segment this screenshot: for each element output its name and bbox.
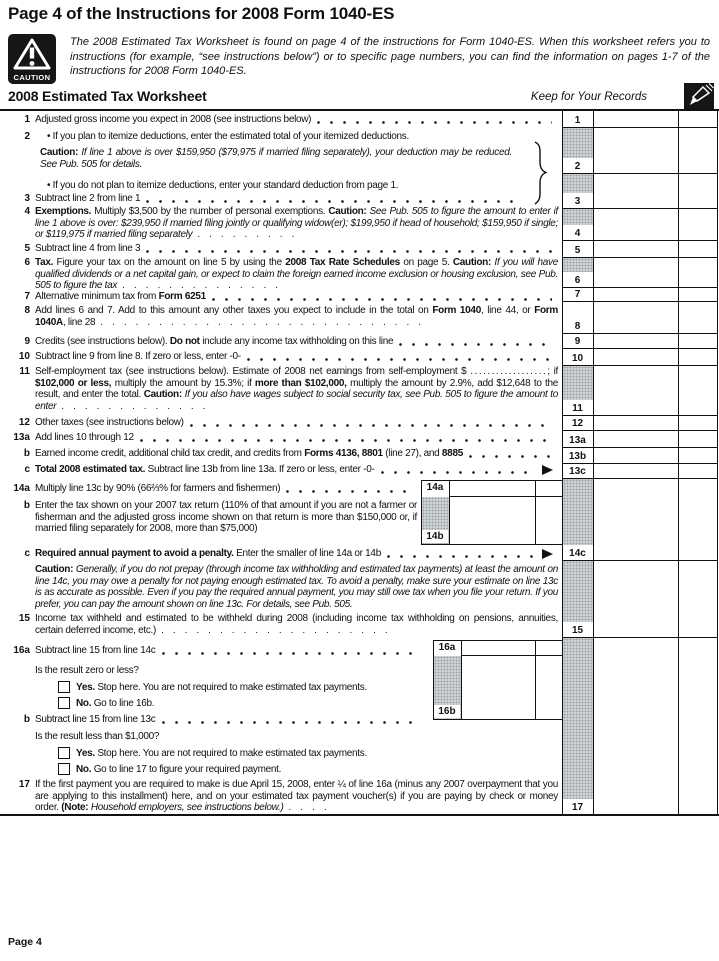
line-14b-text: Enter the tax shown on your 2007 tax return (110% of that amount if you are not a farmer or fisherman and the adjusted gross income shown on that return is more than $150,000 or, if married filing separately for 2008, more than $75,000) [35,500,417,535]
amount-cell-line-9[interactable] [593,334,717,347]
line-number-11: 11 [19,366,30,377]
dot-leader [140,435,552,443]
line-number-9: 9 [24,336,30,347]
line-13a-text: Add lines 10 through 12 [35,432,555,444]
caution-paragraph: The 2008 Estimated Tax Worksheet is found on page 4 of the instructions for Form 1040-ES. When this worksheet refers you to instructions (for example, “see instructions below”) or to specific page numbers, you can find the information on pages 1-7 of the instructions for 2008 Form 1040-ES. [70,36,710,77]
line-8-text: Add lines 6 and 7. Add to this amount any other taxes you expect to include in the total on Form 1040, line 44, or Form 1040A, line 28 ............................ [35,305,558,328]
line-number-10: 10 [18,351,30,362]
table-line-h [461,655,562,656]
amount-cell-line-14a[interactable] [450,481,561,495]
amount-cell-line-1[interactable] [593,111,717,126]
amount-cell-line-13b[interactable] [593,448,717,462]
line-10-text: Subtract line 9 from line 8. If zero or less, enter -0- [35,351,555,363]
amount-cell-line-2[interactable] [593,128,717,172]
rail-label-4: 4 [563,227,592,240]
shaded-cell [563,174,593,193]
table-line-h [562,415,718,416]
table-line-h [562,560,718,561]
line-4-text: Exemptions. Multiply $3,500 by the number of personal exemptions. Caution: See Pub. 505 to figure the amount to enter if line 1 above is over: $239,950 if married filing jointly or qualifying widow(er); $199,950 if head of household; $159,950 if single; or $119,975 if married filing separately ......... [35,206,558,241]
amount-cell-line-6[interactable] [593,258,717,286]
line-number-13a: 13a [13,432,30,443]
line-2-caution: Caution: If line 1 above is over $159,950 ($79,975 if married filing separately), your deduction may be reduced. See Pub. 505 for details. [40,147,512,170]
dot-leader [190,420,552,428]
caution-icon-label: CAUTION [13,73,51,82]
worksheet-title: 2008 Estimated Tax Worksheet [8,88,207,104]
shaded-cell [563,128,593,158]
line-9-text: Credits (see instructions below). Do not include any income tax withholding on this line [35,336,555,348]
arrow-right-icon [542,465,553,475]
table-line-h [562,348,718,349]
line-number-12: 12 [18,417,30,428]
line-number-14c: c [24,548,30,559]
line-6-text: Tax. Figure your tax on the amount on line 5 by using the 2008 Tax Rate Schedules on page 5. Caution: If you will have qualified dividends or a net capital gain, or expect to claim the foreign earned income exclusion or housing exclusion, see Pub. 505 to figure the tax .............. [35,257,559,292]
table-line-h [449,496,562,497]
pencil-icon [684,83,714,109]
table-line-h [0,814,719,816]
table-line-h [562,637,718,638]
table-line-h [562,173,718,174]
dot-leader [146,246,552,254]
checkbox-no-16b[interactable] [58,763,70,775]
shaded-cell [563,638,593,799]
line-16a-question: Is the result zero or less? [35,665,139,676]
line-5-text: Subtract line 4 from line 3 [35,243,555,255]
table-line-h [562,127,718,128]
line-number-15: 15 [18,613,30,624]
dot-leader [286,486,415,494]
table-line-v [449,480,450,545]
line-16a-no-text: No. Go to line 16b. [76,698,155,709]
line-number-6: 6 [24,257,30,268]
amount-cell-line-16a[interactable] [462,641,561,654]
line-15-text: Income tax withheld and estimated to be withheld during 2008 (including income tax withholding on pensions, annuities, certain deferred income, etc.) .................... [35,613,558,636]
table-line-h [0,109,719,111]
table-line-v [535,640,536,720]
dot-leader [399,339,552,347]
rail-label-14c: 14c [563,547,592,560]
line-16a-text: Subtract line 15 from line 14c [35,645,418,657]
line-13b-text: Earned income credit, additional child tax credit, and credits from Forms 4136, 8801 (line 27), and 8885 [35,448,555,460]
amount-cell-line-10[interactable] [593,349,717,364]
line-number-13c: c [24,464,30,475]
table-line-h [562,333,718,334]
table-line-h [421,544,562,545]
arrow-right-icon [542,549,553,559]
line-number-16b: b [23,714,30,725]
line-number-1: 1 [24,114,30,125]
line-1-text: Adjusted gross income you expect in 2008 (see instructions below) [35,114,555,126]
inner-label-16a: 16a [434,641,460,654]
page-footer: Page 4 [8,936,42,948]
line-14c-text: Required annual payment to avoid a penalty. Enter the smaller of line 14a or 14b [35,548,538,560]
rail-label-13a: 13a [563,434,592,447]
line-13c-text: Total 2008 estimated tax. Subtract line 13b from line 13a. If zero or less, enter -0- [35,464,538,476]
brace-icon [533,141,547,205]
line-17-text: If the first payment you are required to make is due April 15, 2008, enter ¼ of line 16a (minus any 2007 overpayment that you are applying to this installment) here, and on your estimated tax payment voucher(s) if you are paying by check or money order. (Note: Household employers, see instructions below.) .... [35,779,558,814]
table-line-v [593,110,594,816]
line-14a-text: Multiply line 13c by 90% (66⅔% for farmers and fishermen) [35,483,418,495]
amount-cell-line-13a[interactable] [593,431,717,446]
dot-leader [162,648,415,656]
amount-cell-line-8[interactable] [593,302,717,332]
dot-leader [162,717,415,725]
amount-cell-line-15[interactable] [593,561,717,636]
checkbox-yes-16b[interactable] [58,747,70,759]
rail-label-13b: 13b [563,450,592,463]
line-number-14a: 14a [13,483,30,494]
table-line-h [562,478,718,479]
dot-leader [212,294,552,302]
rail-label-13c: 13c [563,465,592,478]
rail-label-6: 6 [563,274,592,287]
table-line-h [562,463,718,464]
checkbox-yes-16a[interactable] [58,681,70,693]
line-3-text: Subtract line 2 from line 1 [35,193,525,205]
line-2-bullet-2: • If you do not plan to itemize deductions, enter your standard deduction from page 1. [47,180,399,191]
line-number-16a: 16a [13,645,30,656]
table-line-h [562,365,718,366]
rail-label-8: 8 [563,320,592,333]
amount-cell-line-4[interactable] [593,209,717,239]
inner-label-14b: 14b [422,530,448,543]
table-line-h [562,301,718,302]
rail-label-9: 9 [563,335,592,348]
dot-leader [469,451,552,459]
table-line-h [562,430,718,431]
shaded-cell [563,479,593,545]
line-14c-caution: Caution: Generally, if you do not prepay (through income tax withholding and estimated tax payments) at least the amount on line 14c, you may owe a penalty for not paying enough estimated tax. To avoid a penalty, make sure your estimate on line 13c is as accurate as possible. Even if you pay the required annual payment, you may still owe tax when you file your return. If you prefer, you can pay the amount shown on line 13c. For details, see Pub. 505. [35,564,558,610]
rail-label-12: 12 [563,417,592,430]
line-number-14b: b [23,500,30,511]
rail-label-10: 10 [563,352,592,365]
rail-label-11: 11 [563,402,592,415]
dot-leader [387,551,535,559]
rail-label-5: 5 [563,244,592,257]
table-line-h [562,447,718,448]
line-7-text: Alternative minimum tax from Form 6251 [35,291,555,303]
table-line-v [562,110,563,816]
amount-cell-line-13c[interactable] [593,464,717,477]
table-line-h [562,240,718,241]
table-line-h [562,257,718,258]
line-16a-yes-text: Yes. Stop here. You are not required to make estimated tax payments. [76,682,367,693]
amount-cell-line-14b[interactable] [450,497,561,544]
shaded-cell [563,366,593,400]
line-16b-yes-text: Yes. Stop here. You are not required to make estimated tax payments. [76,748,367,759]
amount-cell-line-17[interactable] [593,638,717,813]
table-line-v [461,640,462,720]
line-16b-question: Is the result less than $1,000? [35,731,160,742]
dot-leader [247,354,552,362]
rail-label-7: 7 [563,288,592,301]
dot-leader [146,196,522,204]
line-number-13b: b [23,448,30,459]
line-number-5: 5 [24,243,30,254]
table-line-h [562,208,718,209]
line-number-3: 3 [24,193,30,204]
dot-leader [381,467,536,475]
line-number-2: 2 [24,131,30,142]
line-11-text: Self-employment tax (see instructions below). Estimate of 2008 net earnings from self-employment $ ..................; if $102,000 or less, multiply the amount by 15.3%; if more than $102,000, multiply the amount by 2.9%, add $12,648 to the result, and enter the total. Caution: If you also have wages subject to social security tax, see Pub. 505 to figure the amount to enter ............. [35,366,559,412]
shaded-cell [563,209,593,225]
inner-label-14a: 14a [422,481,448,494]
line-number-17: 17 [18,779,30,790]
table-line-h [433,719,562,720]
amount-cell-line-16b[interactable] [462,656,561,719]
line-16b-text: Subtract line 15 from line 13c [35,714,418,726]
dot-leader [317,117,552,125]
line-number-4: 4 [24,206,30,217]
rail-label-15: 15 [563,624,592,637]
rail-label-17: 17 [563,801,592,814]
rail-label-3: 3 [563,195,592,208]
line-number-8: 8 [24,305,30,316]
checkbox-no-16a[interactable] [58,697,70,709]
line-number-7: 7 [24,291,30,302]
line-2-bullet-1: • If you plan to itemize deductions, enter the estimated total of your itemized deductions. [47,131,409,142]
inner-label-16b: 16b [434,705,460,718]
amount-cell-line-7[interactable] [593,288,717,300]
rail-label-2: 2 [563,160,592,173]
amount-cell-line-12[interactable] [593,416,717,429]
table-line-v [717,110,718,816]
shaded-cell [563,561,593,622]
line-12-text: Other taxes (see instructions below) [35,417,555,429]
amount-cell-line-5[interactable] [593,241,717,256]
amount-cell-line-14c[interactable] [593,479,717,559]
line-16b-no-text: No. Go to line 17 to figure your required payment. [76,764,282,775]
table-line-v [535,480,536,545]
keep-for-records-label: Keep for Your Records [530,91,648,103]
rail-label-1: 1 [563,114,592,127]
table-line-v [678,110,679,816]
shaded-cell [563,258,593,272]
amount-cell-line-11[interactable] [593,366,717,414]
page-title: Page 4 of the Instructions for 2008 Form 1040-ES [8,4,395,23]
amount-cell-line-3[interactable] [593,174,717,207]
